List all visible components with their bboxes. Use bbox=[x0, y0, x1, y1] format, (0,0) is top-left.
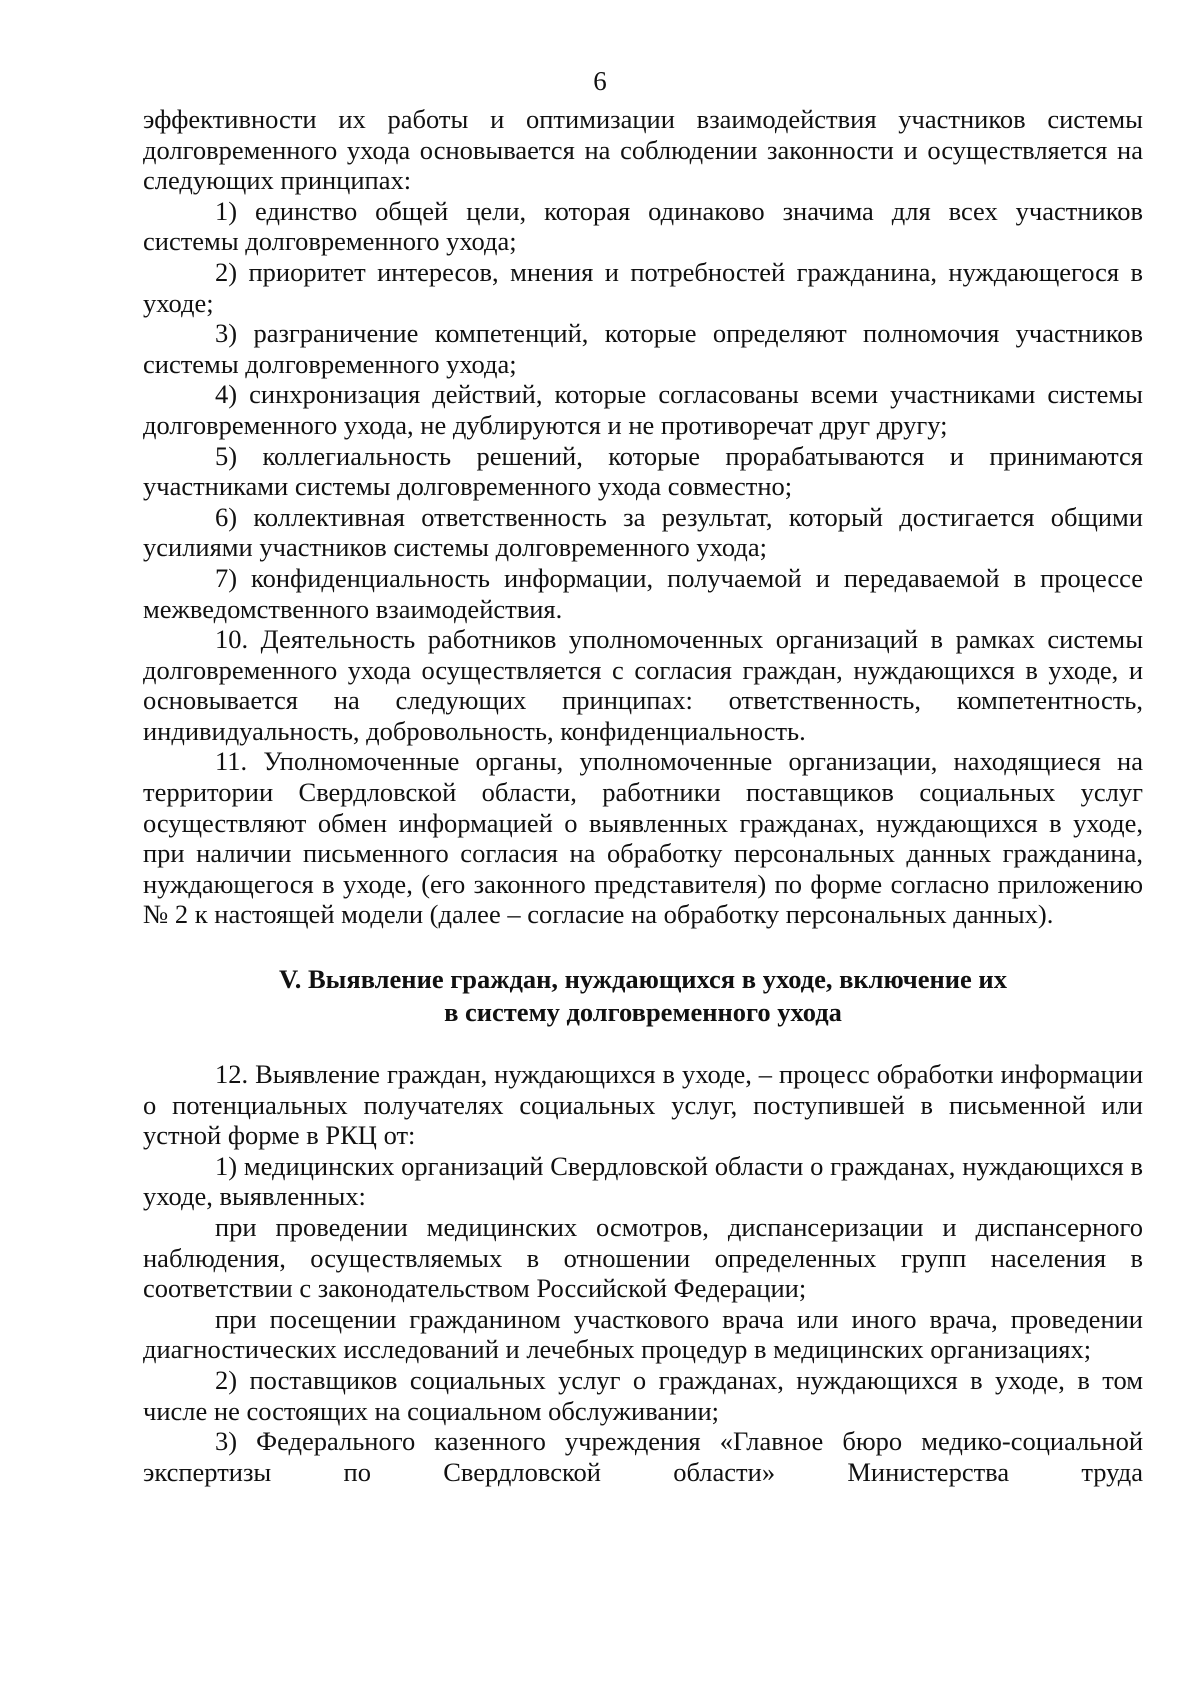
principle-1: 1) единство общей цели, которая одинаково значима для всех участников системы долговременного ухода; bbox=[143, 195, 1143, 257]
source-2: 2) поставщиков социальных услуг о гражданах, нуждающихся в уходе, в том числе не состоящих на социальном обслуживании; bbox=[143, 1364, 1143, 1426]
document-body bbox=[143, 104, 1143, 1487]
principle-6: 6) коллективная ответственность за результат, который достигается общими усилиями участников системы долговременного ухода; bbox=[143, 501, 1143, 563]
source-3: 3) Федерального казенного учреждения «Главное бюро медико-социальной экспертизы по Свердловской области» Министерства труда bbox=[143, 1426, 1143, 1487]
principle-7: 7) конфиденциальность информации, получаемой и передаваемой в процессе межведомственного взаимодействия. bbox=[143, 562, 1143, 624]
paragraph-continuation: эффективности их работы и оптимизации взаимодействия участников системы долговременного ухода основывается на соблюдении законности и осуществляется на следующих принципах: bbox=[143, 104, 1143, 196]
source-1-item-a: при проведении медицинских осмотров, диспансеризации и диспансерного наблюдения, осуществляемых в отношении определенных групп населения в соответствии с законодательством Российской Федерации; bbox=[143, 1212, 1143, 1304]
principle-5: 5) коллегиальность решений, которые прорабатываются и принимаются участниками системы долговременного ухода совместно; bbox=[143, 440, 1143, 502]
section-heading-line-1: V. Выявление граждан, нуждающихся в уходе, включение их bbox=[279, 964, 1007, 995]
section-heading-line-2: в систему долговременного ухода bbox=[444, 997, 842, 1028]
clause-11: 11. Уполномоченные органы, уполномоченные организации, находящиеся на территории Свердловской области, работники поставщиков социальных услуг осуществляют обмен информацией о выявленных гражданах, нуждающихся в уходе, при наличии письменного согласия на обработку персональных данных гражданина, нуждающегося в уходе, (его законного представителя) по форме согласно приложению № 2 к настоящей модели (далее – согласие на обработку персональных данных). bbox=[143, 746, 1143, 930]
source-1: 1) медицинских организаций Свердловской области о гражданах, нуждающихся в уходе, выявленных: bbox=[143, 1150, 1143, 1212]
source-1-item-b: при посещении гражданином участкового врача или иного врача, проведении диагностических исследований и лечебных процедур в медицинских организациях; bbox=[143, 1303, 1143, 1365]
clause-10: 10. Деятельность работников уполномоченных организаций в рамках системы долговременного ухода осуществляется с согласия граждан, нуждающихся в уходе, и основывается на следующих принципах: ответственность, компетентность, индивидуальность, добровольность, конфиденциальность. bbox=[143, 624, 1143, 746]
clause-12: 12. Выявление граждан, нуждающихся в уходе, – процесс обработки информации о потенциальных получателях социальных услуг, поступившей в письменной или устной форме в РКЦ от: bbox=[143, 1059, 1143, 1151]
principle-3: 3) разграничение компетенций, которые определяют полномочия участников системы долговременного ухода; bbox=[143, 318, 1143, 379]
principle-4: 4) синхронизация действий, которые согласованы всеми участниками системы долговременного ухода, не дублируются и не противоречат друг другу; bbox=[143, 379, 1143, 440]
section-heading bbox=[143, 963, 1143, 1029]
page-number: 6 bbox=[593, 66, 607, 96]
principle-2: 2) приоритет интересов, мнения и потребностей гражданина, нуждающегося в уходе; bbox=[143, 256, 1143, 318]
